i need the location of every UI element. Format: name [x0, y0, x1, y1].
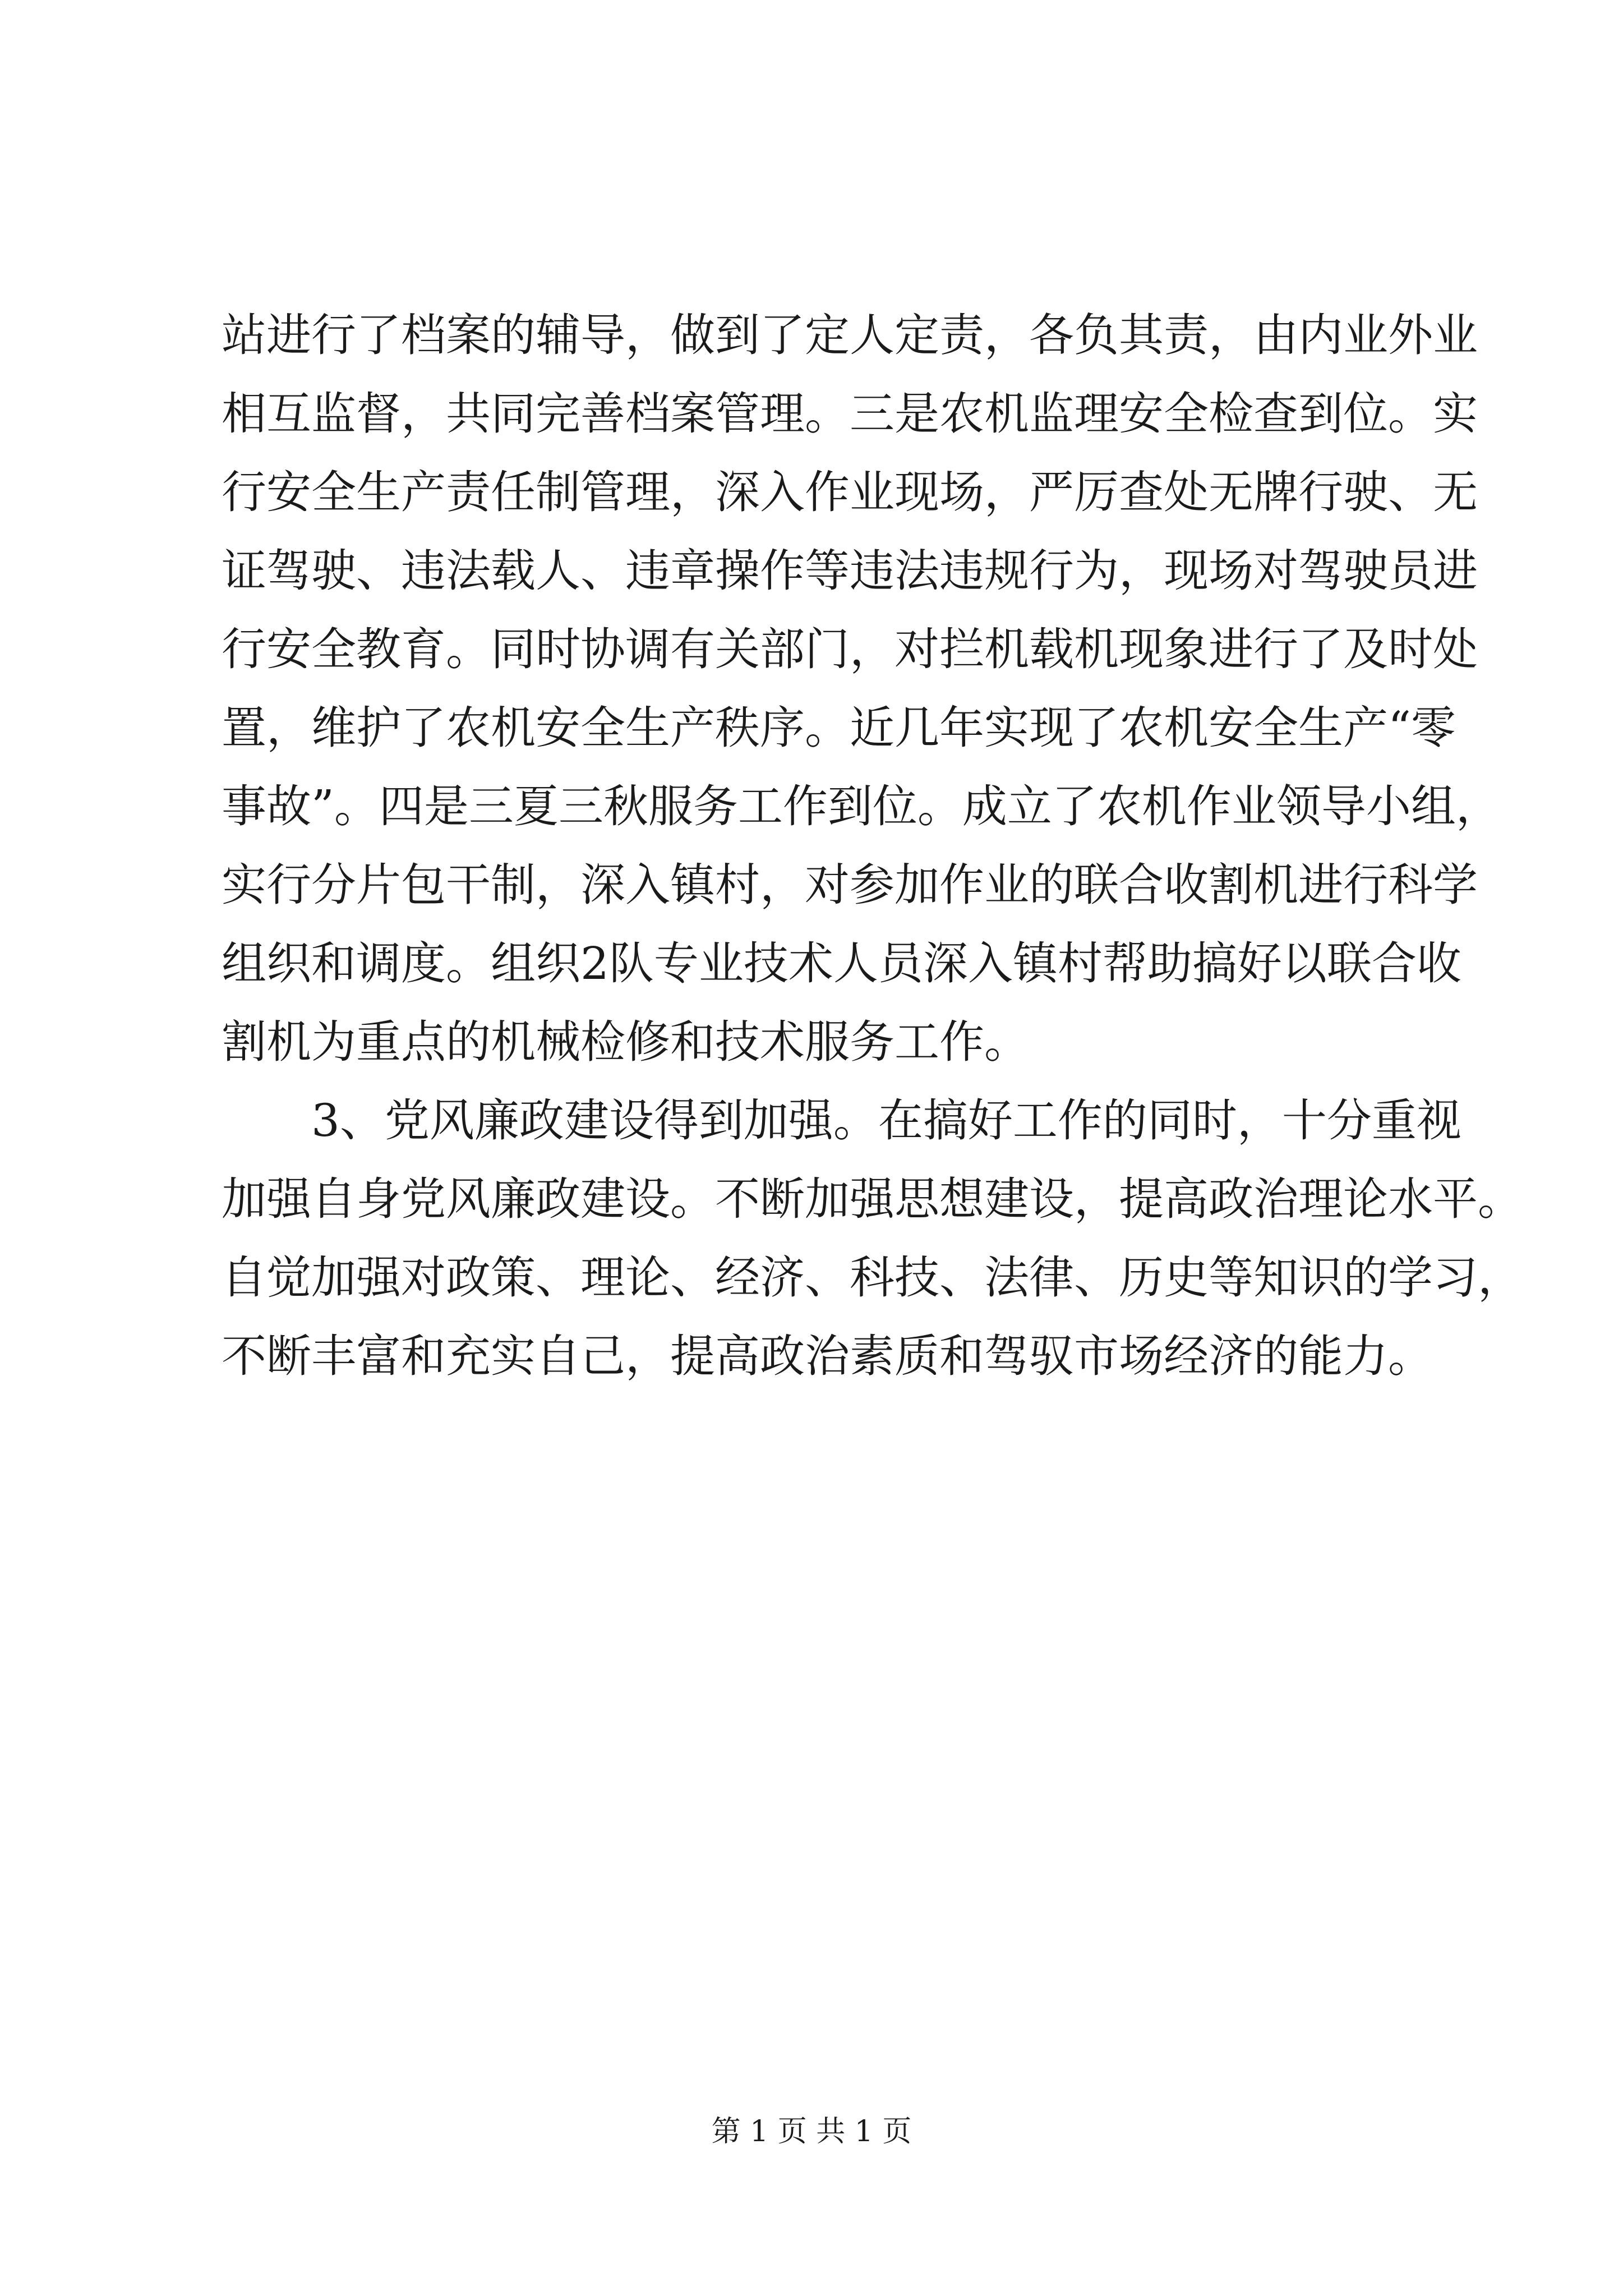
- text-line: 自觉加强对政策、理论、经济、科技、法律、历史等知识的学习，: [222, 1251, 1523, 1304]
- text-line: 割机为重点的机械检修和技术服务工作。: [222, 1016, 1029, 1068]
- text-line: 加强自身党风廉政建设。不断加强思想建设，提高政治理论水平。: [222, 1173, 1523, 1225]
- paragraph-1: [222, 296, 1501, 1082]
- text-line: 置，维护了农机安全生产秩序。近几年实现了农机安全生产“零: [222, 702, 1456, 754]
- text-line: 相互监督，共同完善档案管理。三是农机监理安全检查到位。实: [222, 388, 1478, 440]
- text-line: 站进行了档案的辅导，做到了定人定责，各负其责，由内业外业: [222, 309, 1478, 361]
- page-number-footer: 第 1 页 共 1 页: [711, 2115, 912, 2148]
- text-line: 实行分片包干制，深入镇村，对参加作业的联合收割机进行科学: [222, 859, 1478, 911]
- document-body: [222, 296, 1523, 1396]
- text-line: 组织和调度。组织2队专业技术人员深入镇村帮助搞好以联合收: [222, 937, 1461, 990]
- text-line: 不断丰富和充实自己，提高政治素质和驾驭市场经济的能力。: [222, 1330, 1433, 1382]
- text-line: 3、党风廉政建设得到加强。在搞好工作的同时，十分重视: [311, 1094, 1461, 1147]
- text-line: 事故”。四是三夏三秋服务工作到位。成立了农机作业领导小组，: [222, 780, 1501, 832]
- text-line: 证驾驶、违法载人、违章操作等违法违规行为，现场对驾驶员进: [222, 545, 1478, 597]
- text-line: 行安全教育。同时协调有关部门，对拦机载机现象进行了及时处: [222, 623, 1478, 675]
- paragraph-2: [222, 1082, 1523, 1396]
- text-line: 行安全生产责任制管理，深入作业现场，严厉查处无牌行驶、无: [222, 466, 1478, 518]
